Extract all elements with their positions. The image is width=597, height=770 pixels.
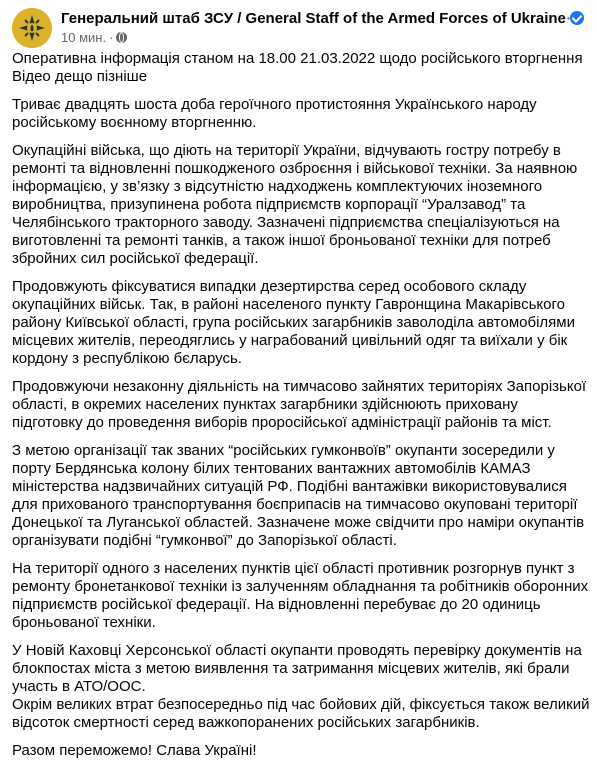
- more-horizontal-icon: ···: [557, 7, 581, 29]
- post-content: [12, 50, 590, 770]
- post-paragraph: У Новій Каховці Херсонської області окупанти проводять перевірку документів на блокпостах міста з метою виявлення та затримання місцевих жителів, які брали участь в АТО/ООС. Окрім великих втрат безпосередньо під час бойових дій, фіксується також великий відсоток смертності серед важкопоранених російських загарбників.: [12, 642, 590, 731]
- post-paragraph: Продовжуючи незаконну діяльність на тимчасово зайнятих територіях Запорізької області, в окремих населених пунктах загарбники здійснюють приховану підготовку до проведення виборів проросійської адміністрації районів та міст.: [12, 378, 587, 431]
- post-paragraph: Окупаційні війська, що діють на території України, відчувають гостру потребу в ремонті та відновленні пошкодженого озброєння і військової техніки. За наявною інформацією, у зв’язку з відсутністю надходжень комплектуючих іноземного виробництва, призупинена робота підприємств корпорації “Уралзавод” та Челябінського тракторного заводу. Зазначені підприємства спеціалізуються на виготовленні та ремонті танків, а також іншої броньованої техніки для потреб збройних сил російської федерації.: [12, 142, 578, 267]
- avatar[interactable]: [12, 8, 52, 48]
- post-meta: [61, 30, 127, 46]
- globe-icon: [116, 32, 127, 43]
- meta-separator: ·: [109, 30, 114, 45]
- post-timestamp[interactable]: 10 мин.: [61, 30, 107, 45]
- post-paragraph: Продовжують фіксуватися випадки дезертирства серед особового складу окупаційних військ. Так, в районі населеного пункту Гавронщина Макарівського району Київської області, група російських загарбників заволоділа автомобілями місцевих жителів, переодяглись у награбований цивільний одяг та виїхали у бік кордону з республікою бєларусь.: [12, 278, 575, 367]
- more-options-button[interactable]: [553, 7, 585, 34]
- author-name[interactable]: [61, 10, 584, 28]
- post-header: [12, 8, 585, 48]
- armed-forces-emblem-icon: [12, 8, 52, 48]
- post-paragraph: Триває двадцять шоста доба героїчного протистояння Українського народу російському воєнному вторгненню.: [12, 96, 537, 131]
- post-paragraph: Оперативна інформація станом на 18.00 21.03.2022 щодо російського вторгнення Відео дещо пізніше: [12, 50, 583, 85]
- author-name-text[interactable]: Генеральний штаб ЗСУ / General Staff of the Armed Forces of Ukraine: [61, 10, 566, 27]
- post-paragraph: З метою організації так званих “російських гумконвоїв” окупанти зосередили у порту Бердянська колону білих тентованих вантажних автомобілів КАМАЗ міністерства надзвичайних ситуацій РФ. Подібні вантажівки використовувалися для прихованого транспортування боєприпасів на тимчасово окуповані території Донецької та Луганської областей. Зазначене може свідчити про наміри окупантів організувати подібні “гумконвої” до Запорізької області.: [12, 442, 585, 549]
- post-paragraph: Разом переможемо! Слава Україні!: [12, 742, 257, 759]
- post-paragraph: На території одного з населених пунктів цієї області противник розгорнув пункт з ремонту бронетанкової техніки із залученням обладнання та робітників оборонних підприємств російської федерації. На відновленні перебуває до 20 одиниць броньованої техніки.: [12, 560, 589, 631]
